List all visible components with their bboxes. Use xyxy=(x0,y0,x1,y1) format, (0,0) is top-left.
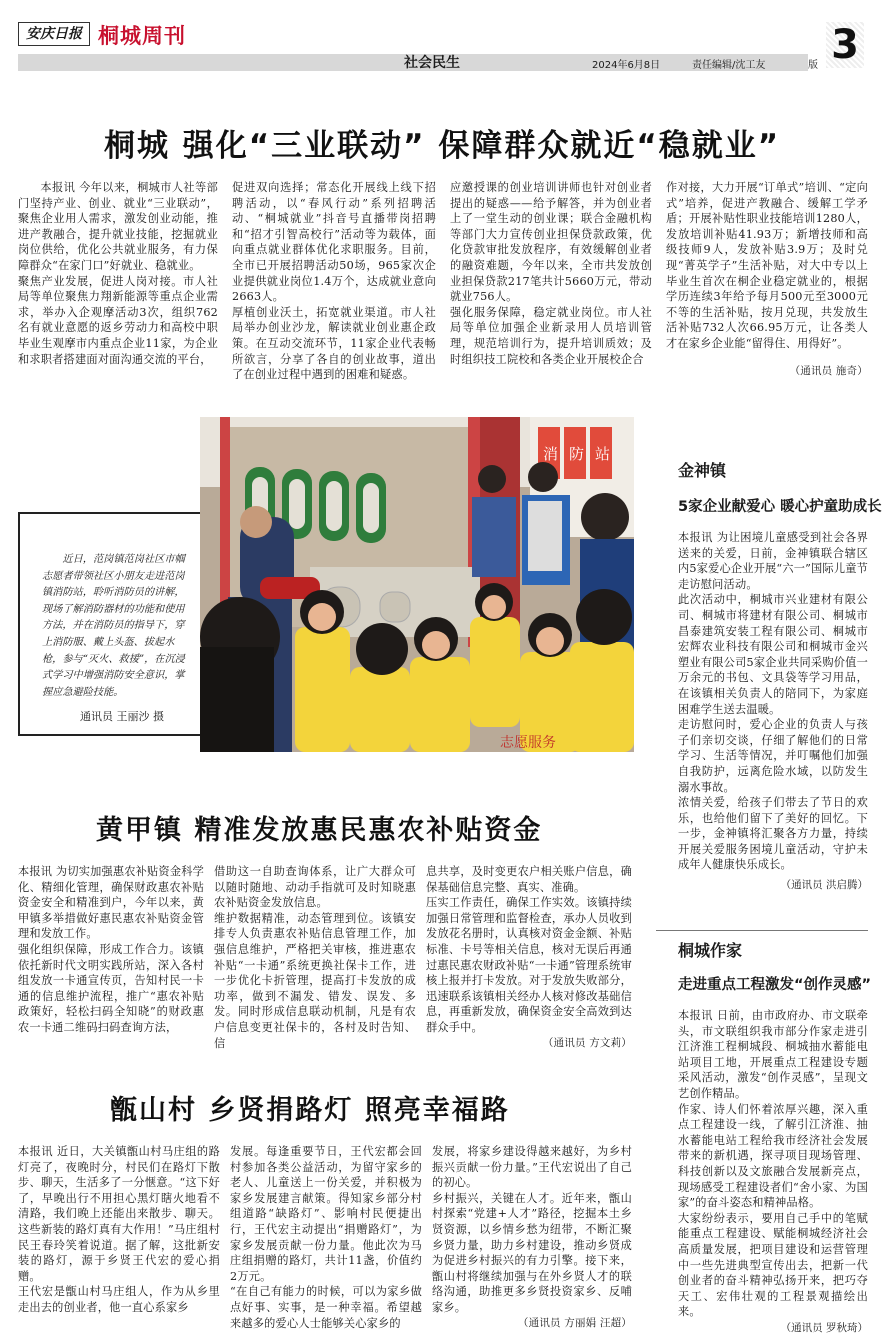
article-2-col-1-text: 本报讯 为切实加强惠农补贴资金科学化、精细化管理，确保财政惠农补贴资金安全和精准到户，今年以来，黄甲镇多举措做好惠民惠农补贴资金管理和发放工作。 强化组织保障，形成工作合力。该镇依托新时代文明实践所站，深入各村组发放一卡通宣传页，告知村民一卡通的信息维护流程，推广“惠农补贴政策好，轻松扫码全知晓”的财政惠农一卡通二维码扫码查询方法， xyxy=(18,865,204,1034)
lead-col-1-text: 本报讯 今年以来，桐城市人社等部门坚持产业、创业、就业“三业联动”，聚焦企业用人需求，激发创业动能，推进产教融合，提升就业技能，挖掘就业岗位供给，优化公共就业服务，有力保障群众“在家门口”好就业、稳就业。 聚焦产业发展，促进人岗对接。市人社局等单位聚焦力翔新能源等重点企业需求，举办入企观摩活动3次，组织762名有就业意愿的返乡劳动力和高校中职毕业生观摩市内重点企业11家，为企业和求职者搭建面对面沟通交流的平台， xyxy=(18,181,218,366)
article-3-col-3 xyxy=(432,1144,632,1331)
lead-headline: 桐城 强化“三业联动” 保障群众就近“稳就业” xyxy=(104,128,781,164)
lead-byline: （通讯员 施奇） xyxy=(789,364,868,377)
photo-caption: 近日，范岗镇范岗社区市帼志愿者带领社区小朋友走进范岗镇消防站，聆听消防员的讲解，现场了解消防器材的功能和使用方法，并在消防员的指导下，穿上消防服、戴上头盔、拔起水枪，参与“灭火、救援”，在沉浸式学习中增强消防安全意识，掌握应急避险技能。 xyxy=(42,554,185,698)
side-1-body: 本报讯 为让困境儿童感受到社会各界送来的关爱，日前，金神镇联合辖区内5家爱心企业开展“六一”国际儿童节走访慰问活动。 此次活动中，桐城市兴业建材有限公司、桐城市将建材有限公司、桐城市昌泰建筑安装工程有限公司、桐城市宏辉农业科技有限公司和桐城市金兴塑业有限公司5家企业共同采购价值一万余元的书包、文具袋等学习用品，在该镇相关负责人的陪同下，为家庭困难学生送去温暖。 走访慰问时，爱心企业的负责人与孩子们亲切交谈，仔细了解他们的日常学习、生活等情况，并叮嘱他们加强自我防护，远离危险水域，以防发生溺水事故。 浓情关爱，给孩子们带去了节日的欢乐，也给他们留下了美好的回忆。下一步，金神镇将汇聚各方力量，持续开展关爱服务困境儿童活动，守护未成年人健康快乐成长。 xyxy=(678,531,868,872)
side-1-headline: 5家企业献爱心 暖心护童助成长 xyxy=(678,499,882,515)
issue-date: 2024年6月8日 xyxy=(592,60,661,71)
article-2-col-3-text: 息共享，及时变更农户相关账户信息，确保基础信息完整、真实、准确。 压实工作责任，确保工作实效。该镇持续加强日常管理和监督检查，承办人员收到发放花名册时，认真核对资金金额、补贴标准、卡号等相关信息，核对无误后再通过惠民惠农财政补贴“一卡通”管理系统审核上报并打卡发放。对于发放失败部分，迅速联系该镇相关经办人核对修改基础信息，再重新发放，确保资金安全高效到达群众手中。 xyxy=(426,865,632,1034)
article-2-col-2-text: 借助这一自助查询体系，让广大群众可以随时随地、动动手指就可及时知晓惠农补贴资金发放信息。 维护数据精准，动态管理到位。该镇安排专人负责惠农补贴信息管理工作，加强信息维护，严格把关审核，推进惠农补贴“一卡通”系统更换社保卡工作，进一步优化卡折管理，提高打卡发放的成功率，做到不漏发、错发、误发、多发。同时形成信息联动机制，凡是有农户信息变更社保卡的，各村及时告知、信 xyxy=(214,865,416,1050)
article-3-byline: （通讯员 方丽娟 汪超） xyxy=(517,1316,632,1329)
article-2-col-2 xyxy=(214,864,416,1051)
sign-char-2: 防 xyxy=(569,445,585,463)
paper-logo: 安庆日报 xyxy=(18,22,90,46)
article-3-col-1-text: 本报讯 近日，大关镇甑山村马庄组的路灯亮了，夜晚时分，村民们在路灯下散步、聊天，生活多了一分惬意。“这下好了，早晚出行不用担心黑灯瞎火地看不清路，我们晚上还能出来散步、聊天。这些新装的路灯真有大作用！”马庄组村民王春玲笑着说道。据了解，这批新安装的路灯，源于乡贤王代宏的爱心捐赠。 王代宏是甑山村马庄组人，作为从乡里走出去的创业者，他一直心系家乡 xyxy=(18,1145,220,1314)
article-2-col-3 xyxy=(426,864,632,1051)
lead-col-4-text: 作对接，大力开展“订单式”培训、“定向式”培养，促进产教融合、缓解工学矛盾；开展补贴性职业技能培训1280人，发放培训补贴41.93万；新增技师和高级技师9人，发放补贴3.9万；及时兑现“菁英学子”生活补贴，对大中专以上毕业生首次在桐企业稳定就业的，根据学历连续3年给予每月500元至3000元不等的生活补贴，按月兑现，共发放生活补贴732人次66.95万元，让各类人才在家乡企业能“留得住、用得好”。 xyxy=(666,181,868,350)
vest-text: 志愿服务 xyxy=(500,735,556,751)
lead-col-3-text: 应邀授课的创业培训讲师也针对创业者提出的疑惑——给予解答，并为创业者上了一堂生动的创业课；联合金融机构等部门大力宣传创业担保贷款政策，优化贷款审批发放程序，有效缓解创业者的融资难题，今年以来，全市共发放创业担保贷款217笔共计5660万元，带动就业756人。 强化服务保障，稳定就业岗位。市人社局等单位加强企业新录用人员培训管理，规范培训行为，提升培训质效；及时组织技工院校和各类企业开展校企合 xyxy=(450,181,652,366)
section-name: 社会民生 xyxy=(404,55,460,71)
side-article-1 xyxy=(678,458,882,892)
article-2-byline: （通讯员 方文莉） xyxy=(542,1036,632,1049)
side-divider xyxy=(656,930,868,931)
masthead xyxy=(18,18,868,76)
article-2-col-1 xyxy=(18,864,204,1036)
page-number: 3 xyxy=(826,22,864,68)
article-3-col-2 xyxy=(230,1144,422,1331)
side-article-2 xyxy=(678,938,872,1335)
photo-illustration xyxy=(200,417,634,752)
lead-col-1 xyxy=(18,180,218,367)
photo-credit: 通讯员 王丽沙 摄 xyxy=(80,710,164,723)
sign-char-1: 消 xyxy=(543,445,559,463)
side-2-kicker: 桐城作家 xyxy=(678,941,743,960)
lead-col-3 xyxy=(450,180,652,367)
news-photo xyxy=(200,417,634,752)
article-3-col-2-text: 发展。每逢重要节日，王代宏都会回村参加各类公益活动，为留守家乡的老人、儿童送上一份关爱，并积极为家乡发展建言献策。得知家乡部分村组道路“缺路灯”、影响村民便捷出行，王代宏主动提出“捐赠路灯”，为家乡发展贡献一份力量。他此次为马庄组捐赠的路灯，共计11盏，价值约2万元。 “在自己有能力的时候，可以为家乡做点好事、实事，是一种幸福。希望越来越多的爱心人士能够关心家乡的 xyxy=(230,1145,422,1330)
article-2-headline: 黄甲镇 精准发放惠民惠农补贴资金 xyxy=(96,815,543,846)
lead-col-4 xyxy=(666,180,868,379)
side-2-body: 本报讯 日前，由市政府办、市文联牵头，市文联组织我市部分作家走进引江济淮工程桐城段、桐城抽水蓄能电站项目工地，开展重点工程建设专题采风活动，激发“创作灵感”，呈现文艺创作精品。 作家、诗人们怀着浓厚兴趣，深入重点工程建设一线，了解引江济淮、抽水蓄能电站工程给我市经济社会发展带来的新机遇，探寻项目现场管理、科技创新以及文旅融合发展新亮点，现场感受工程建设者们“舍小家、为国家”的奋斗姿态和精神品格。 大家纷纷表示，要用自己手中的笔赋能重点工程建设、赋能桐城经济社会高质量发展，把项目建设和运营管理中一些先进典型宣传出去，把新一代创业者的奋斗精神弘扬开来，把巧夺天工、宏伟壮观的工程景观描绘出来。 xyxy=(678,1009,868,1319)
editor-credit: 责任编辑/沈工友 xyxy=(692,60,766,71)
side-1-byline: （通讯员 洪启腾） xyxy=(780,879,868,892)
side-2-headline: 走进重点工程激发“创作灵感” xyxy=(678,977,872,993)
side-1-kicker: 金神镇 xyxy=(678,461,727,480)
side-2-byline: （通讯员 罗秋琦） xyxy=(780,1321,868,1334)
article-3-col-3-text: 发展，将家乡建设得越来越好，为乡村振兴贡献一份力量。”王代宏说出了自己的初心。 乡村振兴，关键在人才。近年来，甑山村探索“党建+人才”路径，挖掘本土乡贤资源，以乡情乡愁为纽带，不断汇聚乡贤力量，助力乡村建设，推动乡贤成为促进乡村振兴的有力引擎。接下来，甑山村将继续加强与在外乡贤人才的联络沟通，助推更多乡贤投资家乡、反哺家乡。 xyxy=(432,1145,632,1314)
sign-char-3: 站 xyxy=(595,445,611,463)
weekly-logo: 桐城周刊 xyxy=(98,24,186,48)
lead-col-2-text: 促进双向选择；常态化开展线上线下招聘活动，以“春风行动”系列招聘活动、“桐城就业”抖音号直播带岗招聘和“招才引智高校行”活动等为载体，面向重点就业群体优化求职服务。目前，全市已开展招聘活动50场，965家次企业提供就业岗位1.4万个，达成就业意向2663人。 厚植创业沃土，拓宽就业渠道。市人社局举办创业沙龙，解读就业创业惠企政策。在互动交流环节，11家企业代表畅所欲言，分享了各自的创业故事，道出了在创业过程中遇到的困难和疑惑。 xyxy=(232,181,436,382)
page-label: 版 xyxy=(808,60,818,71)
article-3-col-1 xyxy=(18,1144,220,1316)
article-3-headline: 甑山村 乡贤捐路灯 照亮幸福路 xyxy=(110,1095,510,1126)
photo-caption-box xyxy=(18,512,200,736)
lead-col-2 xyxy=(232,180,436,383)
